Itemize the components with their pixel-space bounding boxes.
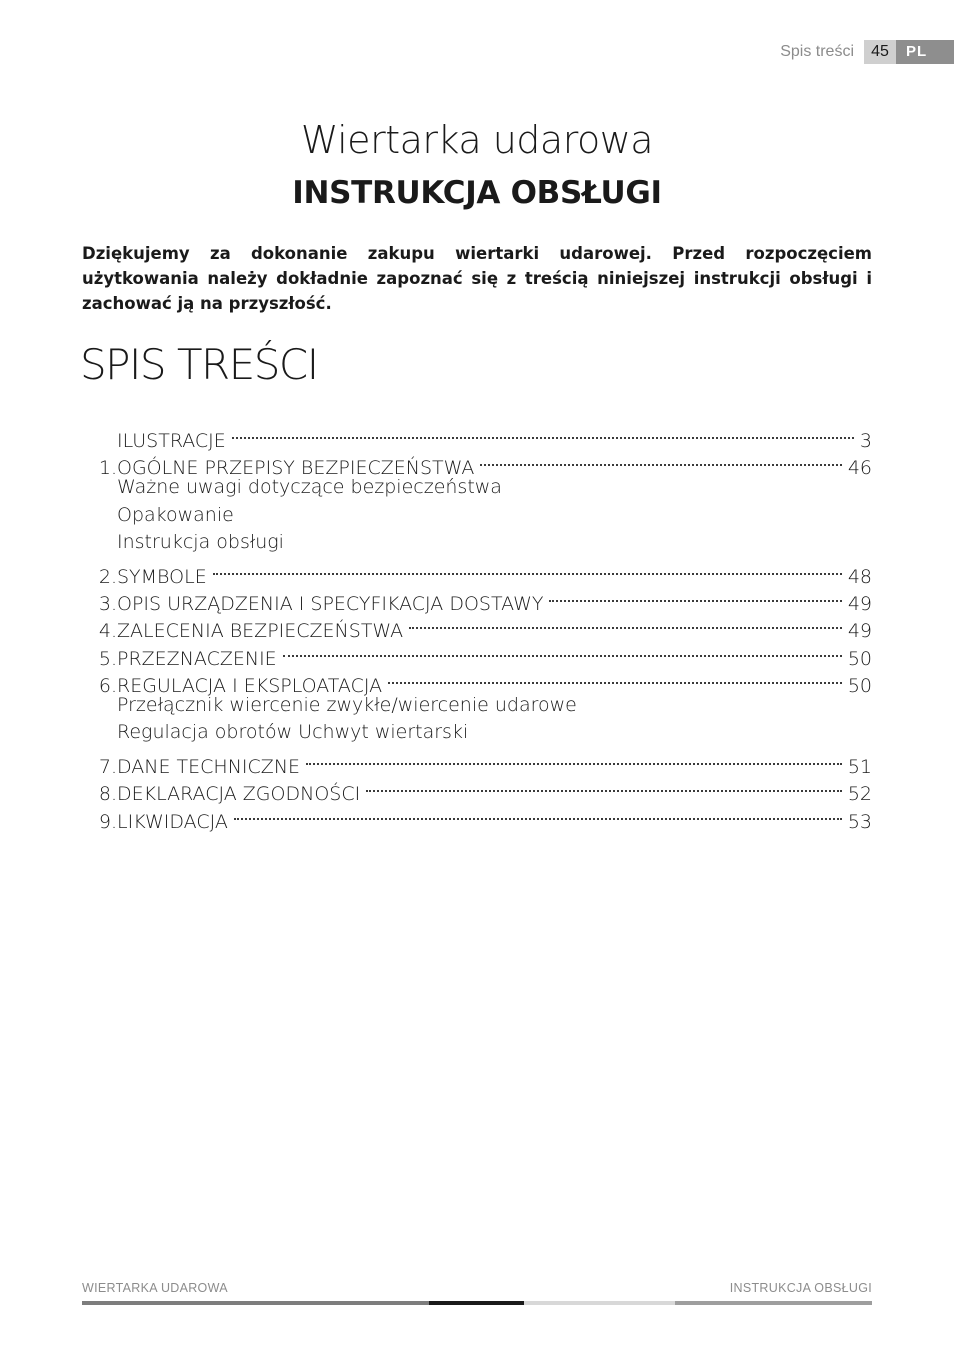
toc-entry-purpose[interactable] xyxy=(82,638,872,670)
footer-bar-segment xyxy=(675,1301,872,1305)
intro-paragraph: Dziękujemy za dokonanie zakupu wiertarki udarowej. Przed rozpoczęciem użytkowania należy dokładnie zapoznać się z treścią niniejszej instrukcji obsługi i zachować ją na przyszłość. xyxy=(82,244,872,313)
toc-heading: SPIS TREŚCI xyxy=(80,340,318,389)
page-header xyxy=(780,40,954,64)
toc-entry-page: 53 xyxy=(847,810,872,833)
toc-entry-label: ILUSTRACJE xyxy=(117,430,226,452)
toc-dot-leader xyxy=(213,556,842,583)
toc-entry-general-safety[interactable] xyxy=(82,447,872,480)
toc-dot-leader xyxy=(480,447,841,474)
toc-entry-symbols[interactable] xyxy=(82,556,872,588)
header-section-title: Spis treści xyxy=(780,43,854,60)
toc-entry-page: 48 xyxy=(847,565,872,588)
toc-entry-number: 5. xyxy=(98,647,117,670)
toc-entry-number: 8. xyxy=(98,783,117,806)
toc-entry-number: 4. xyxy=(98,620,117,643)
toc-entry-label: OGÓLNE PRZEPISY BEZPIECZEŃSTWA xyxy=(117,457,475,480)
toc-entry-label: Instrukcja obsługi xyxy=(117,530,284,553)
toc-entry-page: 3 xyxy=(859,430,872,452)
toc-entry-page: 52 xyxy=(847,783,872,806)
toc-entry-label: Regulacja obrotów Uchwyt wiertarski xyxy=(117,721,469,744)
header-page-number: 45 xyxy=(864,40,896,64)
header-language-tag: PL xyxy=(896,40,954,64)
toc-entry-label: DANE TECHNICZNE xyxy=(117,756,301,779)
footer-document-type: INSTRUKCJA OBSŁUGI xyxy=(729,1281,872,1295)
toc-subentry-packaging xyxy=(82,502,872,529)
toc-entry-number: 7. xyxy=(98,756,117,779)
toc-entry-label: REGULACJA I EKSPLOATACJA xyxy=(117,674,383,697)
toc-entry-page: 49 xyxy=(847,593,872,616)
toc-entry-number: 6. xyxy=(98,674,117,697)
toc-dot-leader xyxy=(234,801,842,828)
toc-entry-label: DEKLARACJA ZGODNOŚCI xyxy=(117,783,361,806)
toc-dot-leader xyxy=(232,420,854,447)
footer-bar-segment xyxy=(524,1301,675,1305)
toc-subentry-safety-notes xyxy=(82,474,872,501)
toc-dot-leader xyxy=(306,746,842,773)
toc-dot-leader xyxy=(388,665,842,692)
toc-entry-label: LIKWIDACJA xyxy=(117,810,228,833)
toc-entry-number: 1. xyxy=(98,457,117,480)
toc-entry-page: 46 xyxy=(847,457,872,480)
document-title: Wiertarka udarowa xyxy=(300,118,654,162)
toc-entry-label: PRZEZNACZENIE xyxy=(117,647,277,670)
toc-entry-adjustment-operation[interactable] xyxy=(82,665,872,697)
toc-entry-technical-data[interactable] xyxy=(82,746,872,779)
toc-dot-leader xyxy=(409,610,842,637)
toc-entry-label: ZALECENIA BEZPIECZEŃSTWA xyxy=(117,620,404,643)
toc-entry-number: 2. xyxy=(98,565,117,588)
toc-entry-page: 50 xyxy=(847,674,872,697)
toc-entry-number: 3. xyxy=(98,593,117,616)
toc-entry-page: 51 xyxy=(847,756,872,779)
toc-entry-illustrations[interactable] xyxy=(82,420,872,452)
toc-entry-label: Ważne uwagi dotyczące bezpieczeństwa xyxy=(117,476,502,499)
toc-subentry-speed-chuck xyxy=(82,719,872,746)
toc-entry-device-description[interactable] xyxy=(82,583,872,616)
toc-entry-label: Opakowanie xyxy=(117,503,234,526)
footer-divider-bar xyxy=(82,1301,872,1305)
toc-subentry-manual xyxy=(82,529,872,556)
toc-dot-leader xyxy=(283,638,842,665)
toc-entry-label: Przełącznik wiercenie zwykłe/wiercenie udarowe xyxy=(117,693,577,716)
table-of-contents xyxy=(82,420,872,833)
footer-product-name: WIERTARKA UDAROWA xyxy=(82,1281,228,1295)
toc-dot-leader xyxy=(549,583,841,610)
toc-subentry-mode-switch xyxy=(82,692,872,719)
toc-entry-number: 9. xyxy=(98,810,117,833)
toc-entry-disposal[interactable] xyxy=(82,801,872,833)
footer-bar-segment xyxy=(82,1301,429,1305)
toc-entry-page: 49 xyxy=(847,620,872,643)
toc-entry-label: SYMBOLE xyxy=(117,565,207,588)
toc-entry-declaration[interactable] xyxy=(82,773,872,806)
document-subtitle: INSTRUKCJA OBSŁUGI xyxy=(292,175,662,211)
toc-entry-label: OPIS URZĄDZENIA I SPECYFIKACJA DOSTAWY xyxy=(117,593,544,616)
toc-entry-page: 50 xyxy=(847,647,872,670)
toc-entry-safety-recommendations[interactable] xyxy=(82,610,872,643)
footer-bar-segment xyxy=(429,1301,524,1305)
toc-dot-leader xyxy=(366,773,842,800)
